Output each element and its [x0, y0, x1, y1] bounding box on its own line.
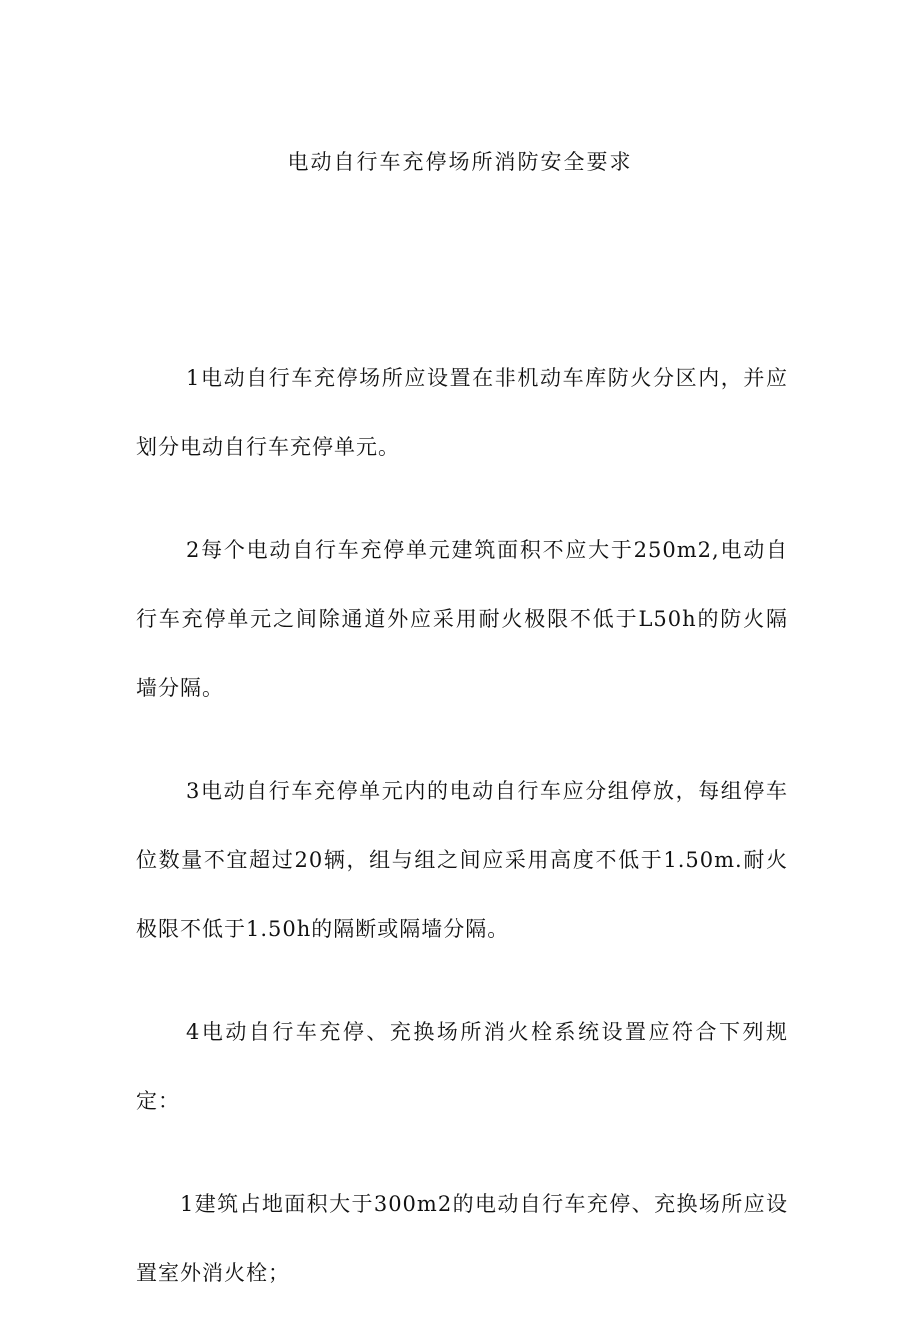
paragraph-2: 2每个电动自行车充停单元建筑面积不应大于250m2,电动自行车充停单元之间除通道外应采用耐火极限不低于L50h的防火隔墙分隔。 — [136, 538, 788, 700]
document-body — [136, 344, 788, 1342]
paragraph-3: 3电动自行车充停单元内的电动自行车应分组停放，每组停车位数量不宜超过20辆，组与组之间应采用高度不低于1.50m.耐火极限不低于1.50h的隔断或隔墙分隔。 — [136, 779, 788, 941]
paragraph-1: 1电动自行车充停场所应设置在非机动车库防火分区内，并应划分电动自行车充停单元。 — [136, 366, 788, 459]
document-title: 电动自行车充停场所消防安全要求 — [287, 150, 633, 174]
paragraph-4-item-1: 1建筑占地面积大于300m2的电动自行车充停、充换场所应设置室外消火栓； — [136, 1192, 788, 1285]
paragraph-4: 4电动自行车充停、充换场所消火栓系统设置应符合下列规定： — [136, 1020, 788, 1113]
